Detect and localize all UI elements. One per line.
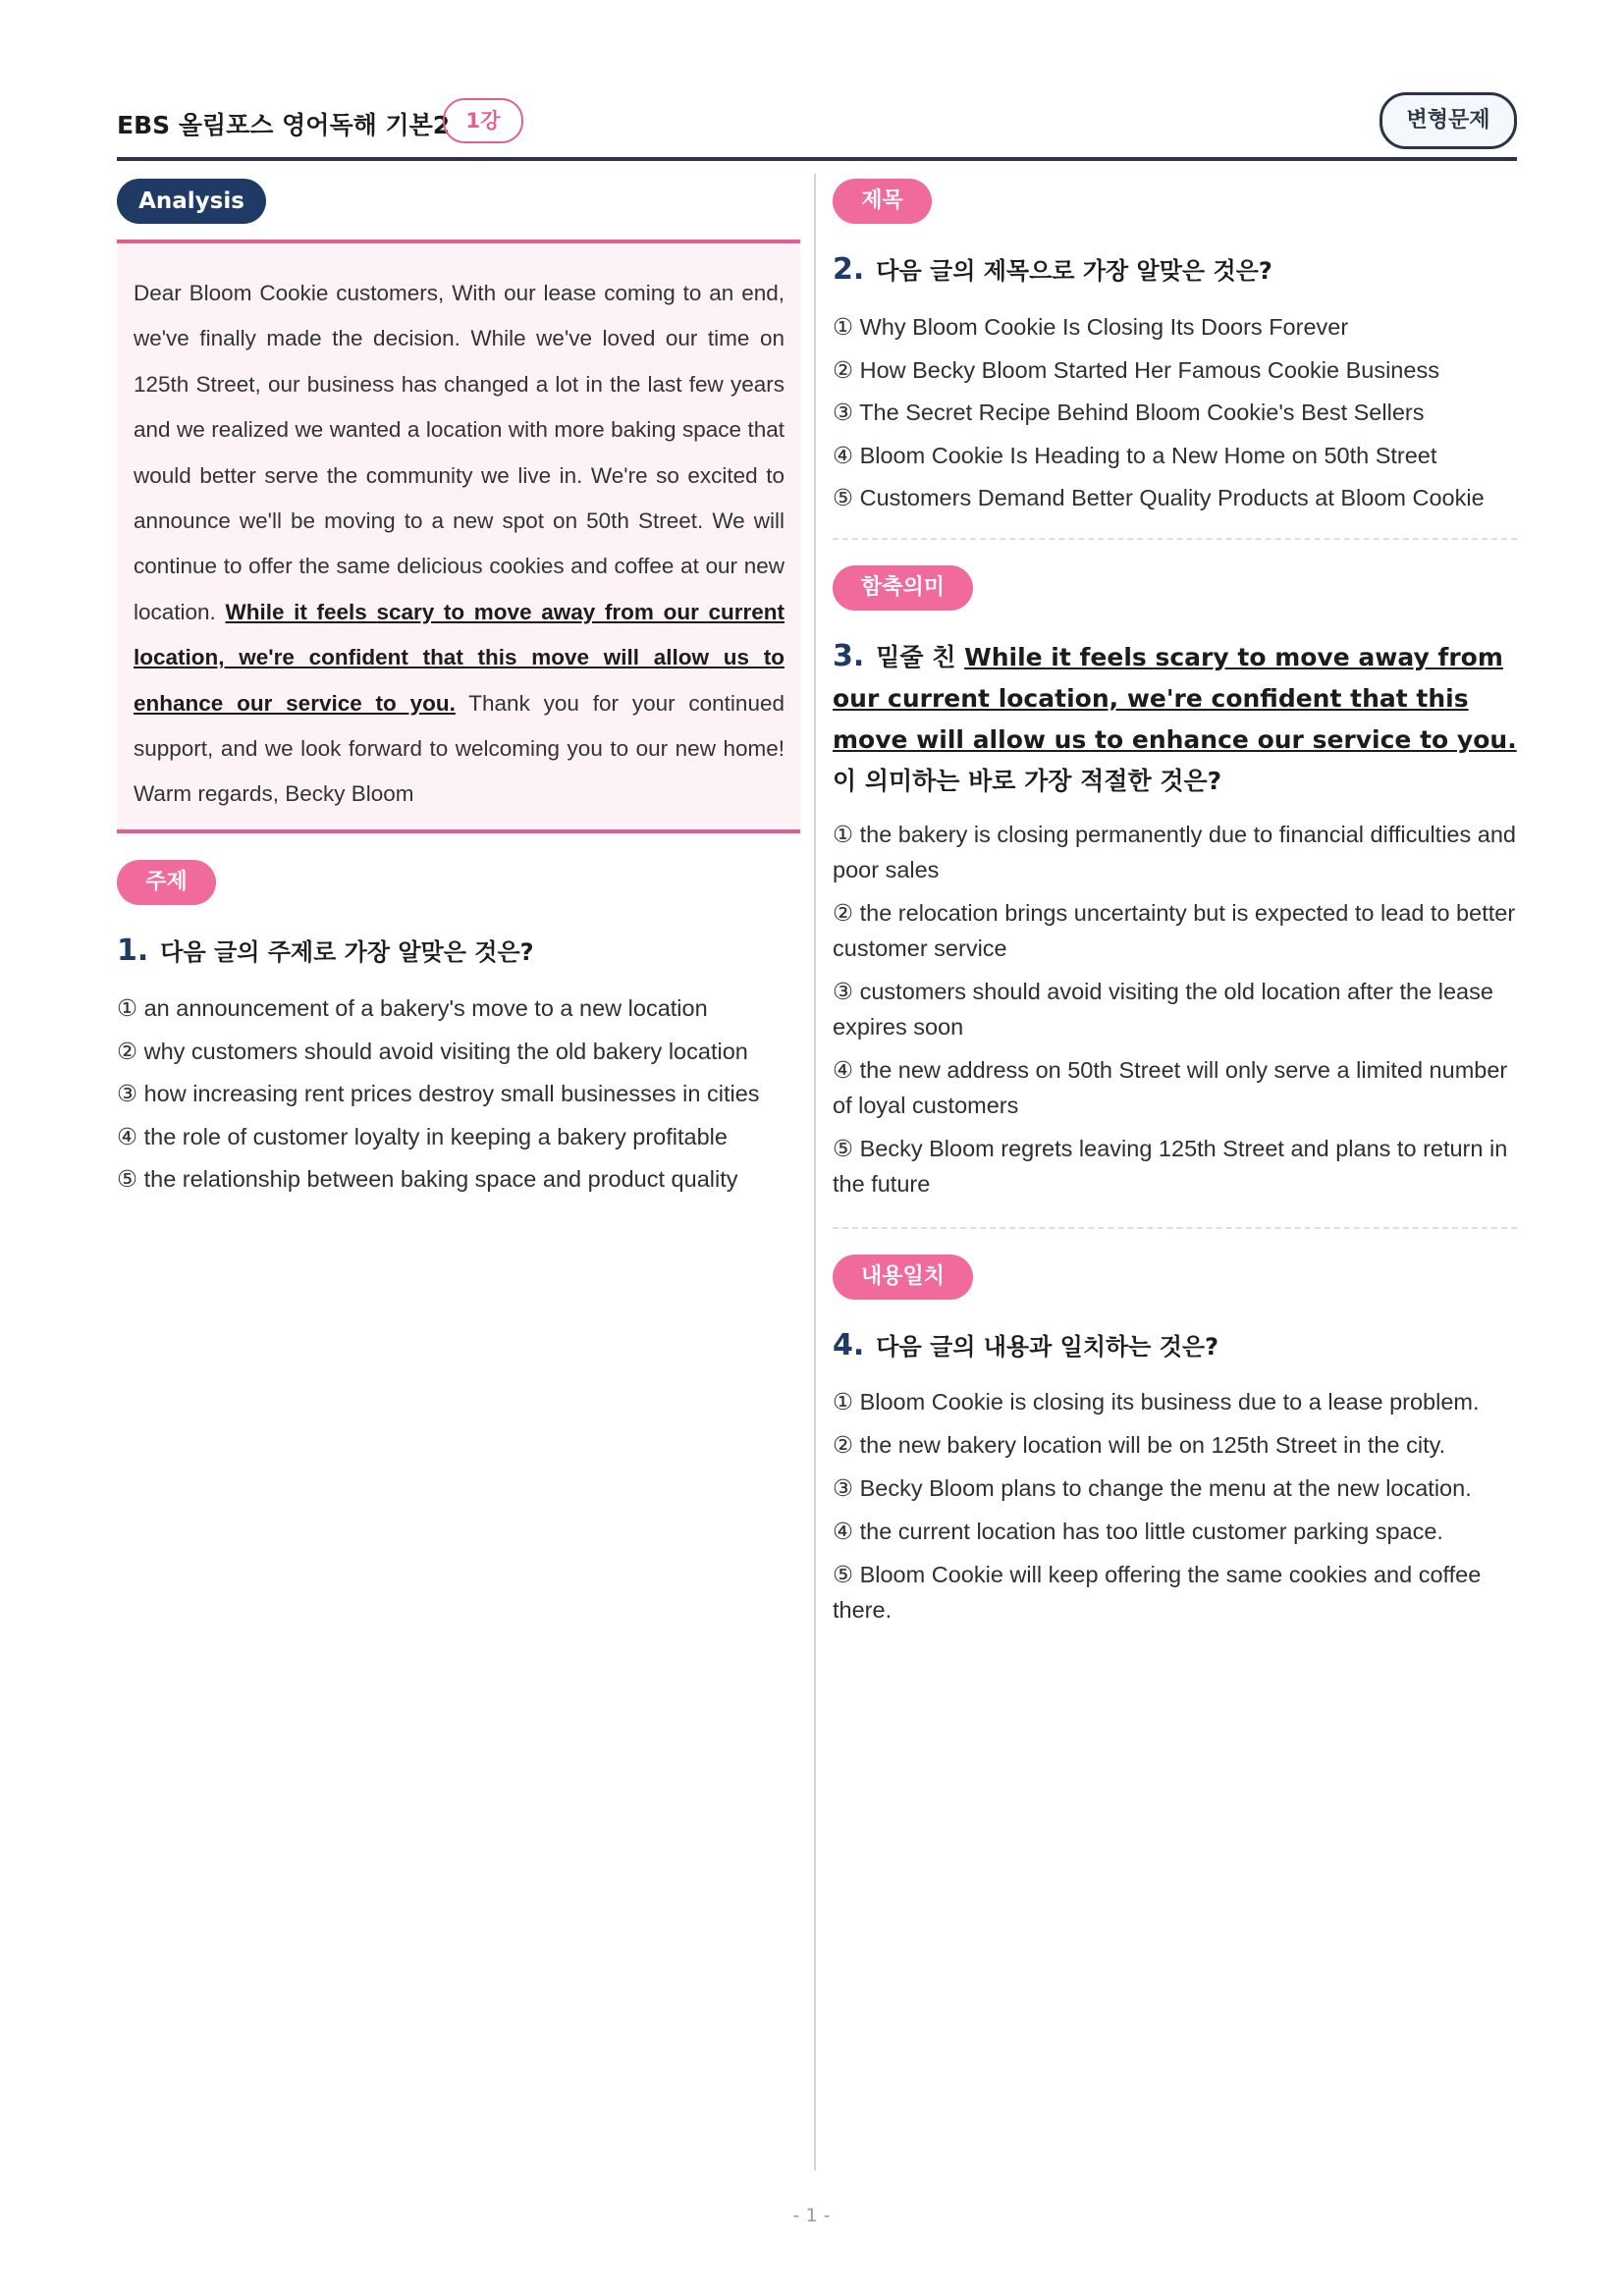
- question-4-options: [833, 1384, 1517, 1635]
- question-4-prompt: 다음 글의 내용과 일치하는 것은?: [876, 1333, 1219, 1361]
- question-1-tag: 주제: [117, 860, 216, 905]
- option[interactable]: ① Bloom Cookie is closing its business due to a lease problem.: [833, 1389, 1480, 1415]
- section-divider: [833, 1227, 1517, 1229]
- option[interactable]: ④ the current location has too little customer parking space.: [833, 1519, 1443, 1544]
- question-3-tag: 함축의미: [833, 565, 973, 611]
- question-1-prompt: 다음 글의 주제로 가장 알맞은 것은?: [160, 938, 534, 966]
- option[interactable]: ② How Becky Bloom Started Her Famous Cookie Business: [833, 356, 1439, 383]
- question-2-tag: 제목: [833, 179, 932, 224]
- question-2-prompt: 다음 글의 제목으로 가장 알맞은 것은?: [876, 257, 1272, 285]
- option[interactable]: ① Why Bloom Cookie Is Closing Its Doors Forever: [833, 314, 1349, 340]
- question-3-prompt-after: 이 의미하는 바로 가장 적절한 것은?: [833, 767, 1222, 795]
- option[interactable]: ⑤ the relationship between baking space and product quality: [117, 1166, 738, 1192]
- question-4-heading: [833, 1327, 1218, 1362]
- question-3-underlined: While it feels scary to move away from our current location, we're confident that this move will allow us to enhance our service to you.: [833, 643, 1517, 754]
- question-1-options: [117, 988, 760, 1201]
- question-3-options: [833, 817, 1517, 1209]
- book-title: EBS 올림포스 영어독해 기본2: [117, 111, 451, 139]
- question-1-number: 1.: [117, 934, 149, 968]
- option[interactable]: ④ the role of customer loyalty in keeping a bakery profitable: [117, 1123, 728, 1149]
- column-divider: [814, 174, 816, 2170]
- option[interactable]: ⑤ Bloom Cookie will keep offering the same cookies and coffee there.: [833, 1562, 1482, 1623]
- question-2-number: 2.: [833, 252, 865, 287]
- option[interactable]: ② why customers should avoid visiting the old bakery location: [117, 1038, 748, 1064]
- option[interactable]: ② the new bakery location will be on 125th Street in the city.: [833, 1432, 1446, 1458]
- option[interactable]: ① the bakery is closing permanently due to financial difficulties and poor sales: [833, 822, 1516, 882]
- question-1-heading: [117, 933, 534, 968]
- passage-after: Thank you for your continued support, and we look forward to welcoming you to our new home! Warm regards, Becky Bloom: [134, 690, 784, 807]
- option[interactable]: ④ Bloom Cookie Is Heading to a New Home on 50th Street: [833, 442, 1437, 468]
- option[interactable]: ③ The Secret Recipe Behind Bloom Cookie's Best Sellers: [833, 400, 1425, 425]
- section-divider: [833, 538, 1517, 540]
- option[interactable]: ③ Becky Bloom plans to change the menu at the new location.: [833, 1475, 1472, 1501]
- lesson-badge: 1강: [443, 98, 523, 143]
- question-4-number: 4.: [833, 1328, 865, 1362]
- page-number: - 1 -: [792, 2205, 831, 2226]
- option[interactable]: ② the relocation brings uncertainty but is expected to lead to better customer service: [833, 900, 1516, 961]
- passage-box: [117, 240, 800, 833]
- question-3-heading: [833, 636, 1517, 802]
- option[interactable]: ① an announcement of a bakery's move to a new location: [117, 995, 708, 1021]
- question-2-options: [833, 306, 1485, 520]
- option[interactable]: ③ how increasing rent prices destroy small businesses in cities: [117, 1081, 760, 1106]
- option[interactable]: ④ the new address on 50th Street will only serve a limited number of loyal customers: [833, 1057, 1508, 1118]
- question-2-heading: [833, 251, 1272, 287]
- question-4-tag: 내용일치: [833, 1255, 973, 1300]
- analysis-label: Analysis: [117, 179, 266, 224]
- passage-before: Dear Bloom Cookie customers, With our lease coming to an end, we've finally made the decision. While we've loved our time on 125th Street, our business has changed a lot in the last few years and we realized we wanted a location with more baking space that would better serve the community we live in. We're so excited to announce we'll be moving to a new spot on 50th Street. We will continue to offer the same delicious cookies and coffee at our new location.: [134, 281, 784, 624]
- option[interactable]: ③ customers should avoid visiting the old location after the lease expires soon: [833, 979, 1493, 1040]
- passage-underlined: While it feels scary to move away from our current location, we're confident that this move will allow us to enhance our service to you.: [134, 599, 784, 716]
- page-header: [117, 94, 1517, 161]
- option[interactable]: ⑤ Customers Demand Better Quality Products at Bloom Cookie: [833, 485, 1485, 510]
- problem-type-badge: 변형문제: [1380, 92, 1517, 149]
- question-3-number: 3.: [833, 639, 865, 673]
- option[interactable]: ⑤ Becky Bloom regrets leaving 125th Street and plans to return in the future: [833, 1136, 1508, 1197]
- question-3-prompt-before: 밑줄 친: [876, 643, 965, 671]
- passage-text: [134, 271, 784, 818]
